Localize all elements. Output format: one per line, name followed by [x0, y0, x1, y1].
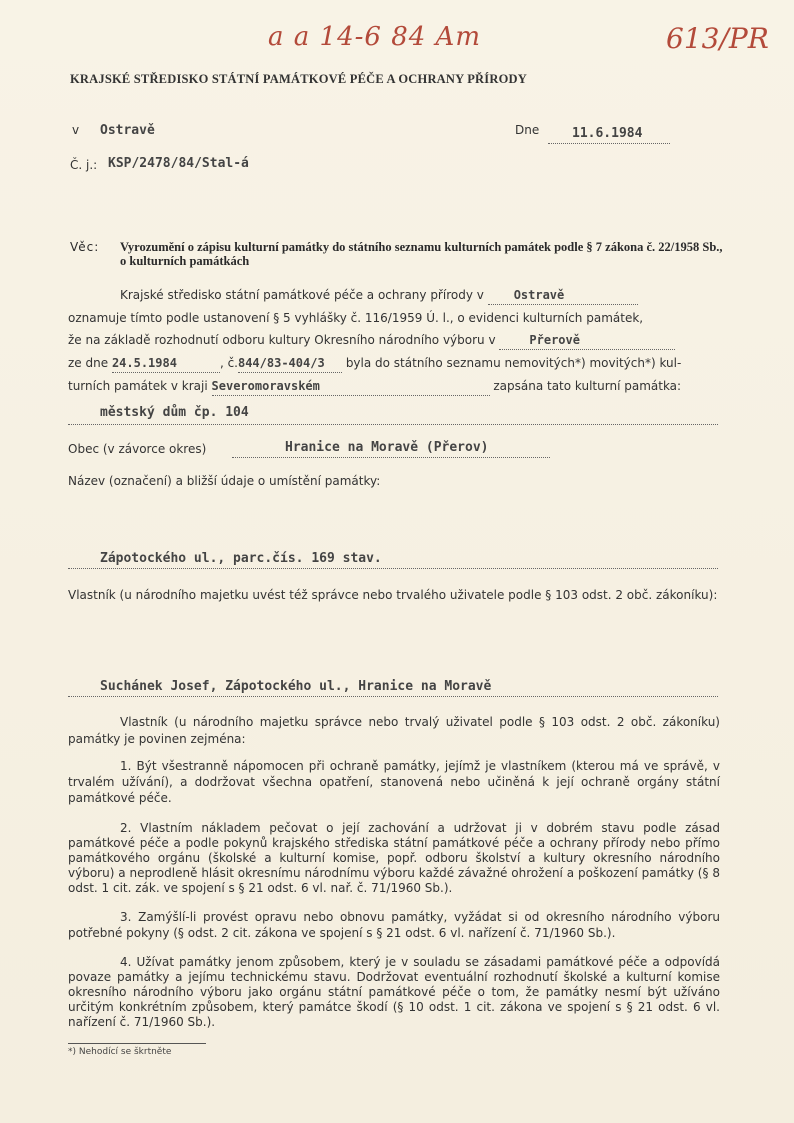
handwritten-note: a a 14-6 84 Am [268, 22, 481, 52]
location-label: Název (označení) a bližší údaje o umístění památky: [68, 474, 381, 488]
date-value: 11.6.1984 [572, 126, 643, 141]
reference-number: KSP/2478/84/Stal-á [108, 156, 249, 171]
municipality-value: Hranice na Moravě (Přerov) [285, 440, 489, 455]
duty-1: 1. Být všestranně nápomocen při ochraně památky, jejímž je vlastníkem (kterou má ve správě, v trvalém užívání), a dodržovat všechna opatření, stanovená nebo učiněná k její ochraně orgány státní památkové péče. [68, 759, 720, 805]
duties-intro: Vlastník (u národního majetku správce nebo trvalý uživatel podle § 103 odst. 2 obč. zákoníku) památky je povinen zejména: [68, 715, 720, 746]
footnote: *) Nehodící se škrtněte [68, 1047, 172, 1057]
owner-value: Suchánek Josef, Zápotockého ul., Hranice na Moravě [100, 679, 492, 694]
monument-name: městský dům čp. 104 [100, 405, 249, 420]
subject-text: Vyrozumění o zápisu kulturní památky do státního seznamu kulturních památek podle § 7 zákona č. 22/1958 Sb., o kulturních památkách [120, 240, 723, 268]
date-label: Dne [515, 123, 540, 137]
duty-3: 3. Zamýšlí-li provést opravu nebo obnovu památky, vyžádat si od okresního národního výboru potřebné pokyny (§ odst. 2 cit. zákona ve spojení s § 21 odst. 6 vl. nařízení č. 71/1960 Sb.). [68, 910, 720, 940]
notice-region: Severomoravském [212, 378, 490, 396]
city-value: Ostravě [100, 123, 155, 138]
municipality-label: Obec (v závorce okres) [68, 442, 207, 456]
duty-4: 4. Užívat památky jenom způsobem, který je v souladu se zásadami památkové péče a odpovídá povaze památky a jejímu technickému stavu. Dodržovat eventuální rozhodnutí školské a kulturní komise okresního národního výboru jako orgánu státní památkové péče o tom, že památky nesmí být užíváno určitým konkrétním způsobem, který památce škodí (§ 10 odst. 1 cit. zákona ve spojení s § 21 odst. 6 vl. nařízení č. 71/1960 Sb.). [68, 955, 720, 1029]
monument-underline [68, 423, 718, 425]
notice-line-b: oznamuje tímto podle ustanovení § 5 vyhlášky č. 116/1959 Ú. l., o evidenci kulturních památek, [68, 311, 644, 325]
decision-date: 24.5.1984 [112, 355, 220, 373]
notice-paragraph [68, 287, 720, 396]
handwritten-reference: 613/PR [666, 22, 769, 55]
duty-2: 2. Vlastním nákladem pečovat o její zachování a udržovat ji v dobrém stavu podle zásad památkové péče a podle pokynů krajského střediska státní památkové péče a ochrany přírody nebo přímo památkového orgánu (školské a kulturní komise, popř. odboru školství a kultury okresního národního výboru) a neprodleně hlásit okresnímu národnímu výboru každé závažné ohrožení a poškození památky (§ 8 odst. 1 cit. zák. ve spojení s § 21 odst. 6 vl. nař. č. 71/1960 Sb.). [68, 821, 720, 895]
notice-line-c: že na základě rozhodnutí odboru kultury Okresního národního výboru v [68, 333, 496, 347]
date-underline [548, 142, 670, 144]
owner-label: Vlastník (u národního majetku uvést též správce nebo trvalého uživatele podle § 103 odst. 2 obč. zákoníku): [68, 588, 718, 602]
owner-underline [68, 695, 718, 697]
institution-header: KRAJSKÉ STŘEDISKO STÁTNÍ PAMÁTKOVÉ PÉČE A OCHRANY PŘÍRODY [70, 72, 527, 86]
location-value: Zápotockého ul., parc.čís. 169 stav. [100, 551, 382, 566]
reference-label: Č. j.: [70, 158, 98, 172]
footnote-rule [68, 1043, 206, 1044]
location-underline [68, 567, 718, 569]
notice-city: Ostravě [488, 287, 638, 305]
notice-line-e2: zapsána tato kulturní památka: [493, 379, 682, 393]
notice-line-e: turních památek v kraji [68, 379, 208, 393]
municipality-underline [232, 456, 550, 458]
notice-district: Přerově [499, 332, 675, 350]
subject-label: Věc: [70, 240, 100, 254]
decision-number: 844/83-404/3 [238, 355, 342, 373]
notice-date-label: ze dne [68, 356, 109, 370]
notice-line-d: byla do státního seznamu nemovitých*) movitých*) kul- [345, 356, 682, 370]
city-label: v [72, 123, 80, 137]
notice-number-label: , č. [219, 356, 238, 370]
notice-line-a: Krajské středisko státní památkové péče a ochrany přírody v [120, 288, 484, 302]
